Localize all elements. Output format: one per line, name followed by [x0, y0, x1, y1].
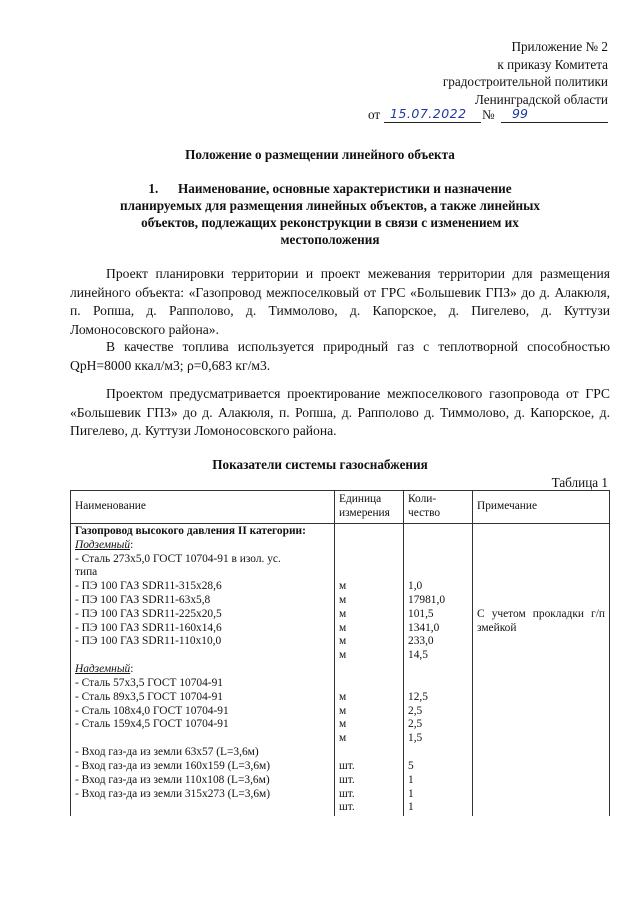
ug-unit-4: м	[339, 635, 347, 648]
order-number-handwritten: 99	[512, 106, 528, 121]
ug-item-3: - ПЭ 100 ГАЗ SDR11-225х20,5	[75, 607, 222, 620]
ug-item-1: - ПЭ 100 ГАЗ SDR11-315х28,6	[75, 580, 222, 593]
table-title: Показатели системы газоснабжения	[212, 457, 428, 472]
og-unit-2: м	[339, 718, 347, 731]
order-date-handwritten: 15.07.2022	[390, 106, 467, 121]
input-unit-3: шт.	[339, 801, 355, 814]
input-unit-1: шт.	[339, 773, 355, 786]
ug-qty-0: 1,0	[408, 580, 423, 593]
input-item-0: - Вход газ-да из земли 63х57 (L=3,6м)	[75, 746, 259, 759]
ug-unit-0: м	[339, 580, 347, 593]
og-unit-3: м	[339, 732, 347, 745]
input-unit-2: шт.	[339, 787, 355, 800]
ug-unit-3: м	[339, 621, 347, 634]
og-item-0: - Сталь 57х3,5 ГОСТ 10704-91	[75, 676, 223, 689]
appendix-line-3: градостроительной политики	[442, 74, 608, 89]
og-unit-1: м	[339, 704, 347, 717]
ug-unit-5: м	[339, 649, 347, 662]
ug-item-2: - ПЭ 100 ГАЗ SDR11-63х5,8	[75, 593, 211, 606]
input-item-2: - Вход газ-да из земли 110х108 (L=3,6м)	[75, 773, 270, 786]
paragraph-3: Проектом предусматривается проектирование межпоселкового газопровода от ГРС «Большевик ГПЗ» до д. Алакюля, п. Ропша, д. Рапполово д. Тиммолово, д. Капорское, д. Пигелево, д. Куттузи Ломоносовского района.	[70, 386, 610, 438]
paragraph-1: Проект планировки территории и проект межевания территории для размещения линейного объекта: «Газопровод межпоселковый от ГРС «Большевик ГПЗ» до д. Алакюля, п. Ропша, д. Рапполово, д. Тиммолово, д. Капорское, д. Пигелево, д. Куттузи Ломоносовского района».	[70, 266, 610, 337]
og-qty-1: 2,5	[408, 704, 423, 717]
date-underline	[384, 122, 481, 123]
ug-qty-5: 14,5	[408, 649, 428, 662]
underground-label: Подземный:	[75, 538, 134, 551]
number-sign: №	[482, 107, 495, 122]
number-underline	[501, 122, 608, 123]
ug-unit-2: м	[339, 607, 347, 620]
og-qty-2: 2,5	[408, 718, 423, 731]
document-title: Положение о размещении линейного объекта	[185, 147, 455, 162]
input-unit-0: шт.	[339, 759, 355, 772]
header-unit-l1: Единица	[339, 493, 382, 506]
ug-item-0-l1: - Сталь 273х5,0 ГОСТ 10704-91 в изол. ус.	[75, 552, 281, 565]
header-qty	[404, 491, 473, 524]
header-unit	[335, 491, 404, 524]
gas-supply-table	[70, 490, 610, 816]
ug-qty-1: 17981,0	[408, 593, 446, 606]
qty-cell	[404, 524, 473, 817]
header-name: Наименование	[71, 491, 335, 524]
table-number: Таблица 1	[551, 475, 608, 490]
header-note: Примечание	[473, 491, 610, 524]
table-header-row	[71, 491, 610, 524]
appendix-line-4: Ленинградской области	[474, 91, 608, 107]
name-cell	[71, 524, 335, 817]
section-heading-line-2: планируемых для размещения линейных объектов, а также линейных	[119, 198, 541, 213]
section-heading-line-1: 1. Наименование, основные характеристики и назначение	[148, 181, 512, 196]
order-prefix: от	[368, 107, 381, 122]
note-cell	[473, 524, 610, 817]
input-qty-0: 5	[408, 759, 414, 772]
ug-item-5: - ПЭ 100 ГАЗ SDR11-110х10,0	[75, 635, 222, 648]
ug-qty-2: 101,5	[408, 607, 434, 620]
header-qty-l2: чество	[408, 507, 441, 519]
section-heading-line-4: местоположения	[280, 232, 380, 247]
input-item-3: - Вход газ-да из земли 315х273 (L=3,6м)	[75, 787, 271, 800]
og-unit-0: м	[339, 690, 347, 703]
paragraph-2: В качестве топлива используется природный газ с теплотворной способностью QpH=8000 ккал/м3; ρ=0,683 кг/м3.	[70, 339, 610, 373]
ug-qty-4: 233,0	[408, 635, 434, 648]
section-heading-line-3: объектов, подлежащих реконструкции в связи с изменением их	[141, 215, 519, 230]
og-qty-0: 12,5	[408, 690, 428, 703]
og-qty-3: 1,5	[408, 732, 423, 745]
category-title: Газопровод высокого давления II категории:	[75, 525, 306, 537]
section-1-heading	[90, 180, 570, 248]
ug-item-0-l2: типа	[75, 566, 98, 579]
og-item-1: - Сталь 89х3,5 ГОСТ 10704-91	[75, 690, 223, 703]
input-item-1: - Вход газ-да из земли 160х159 (L=3,6м)	[75, 759, 271, 772]
overground-label: Надземный:	[75, 663, 134, 676]
input-qty-2: 1	[408, 787, 414, 800]
unit-cell	[335, 524, 404, 817]
appendix-line-2: к приказу Комитета	[497, 56, 608, 72]
og-item-3: - Сталь 159х4,5 ГОСТ 10704-91	[75, 718, 229, 731]
table-row	[71, 524, 610, 817]
note-text: С учетом прокладки г/п змейкой	[477, 607, 605, 634]
input-qty-3: 1	[408, 801, 414, 814]
ug-item-4: - ПЭ 100 ГАЗ SDR11-160х14,6	[75, 621, 222, 634]
input-qty-1: 1	[408, 773, 414, 786]
appendix-line-1: Приложение № 2	[511, 39, 608, 54]
header-qty-l1: Коли-	[408, 493, 437, 506]
ug-unit-1: м	[339, 593, 347, 606]
og-item-2: - Сталь 108х4,0 ГОСТ 10704-91	[75, 704, 229, 717]
ug-qty-3: 1341,0	[408, 621, 440, 634]
appendix-header	[348, 38, 608, 108]
header-unit-l2: измерения	[339, 507, 390, 519]
